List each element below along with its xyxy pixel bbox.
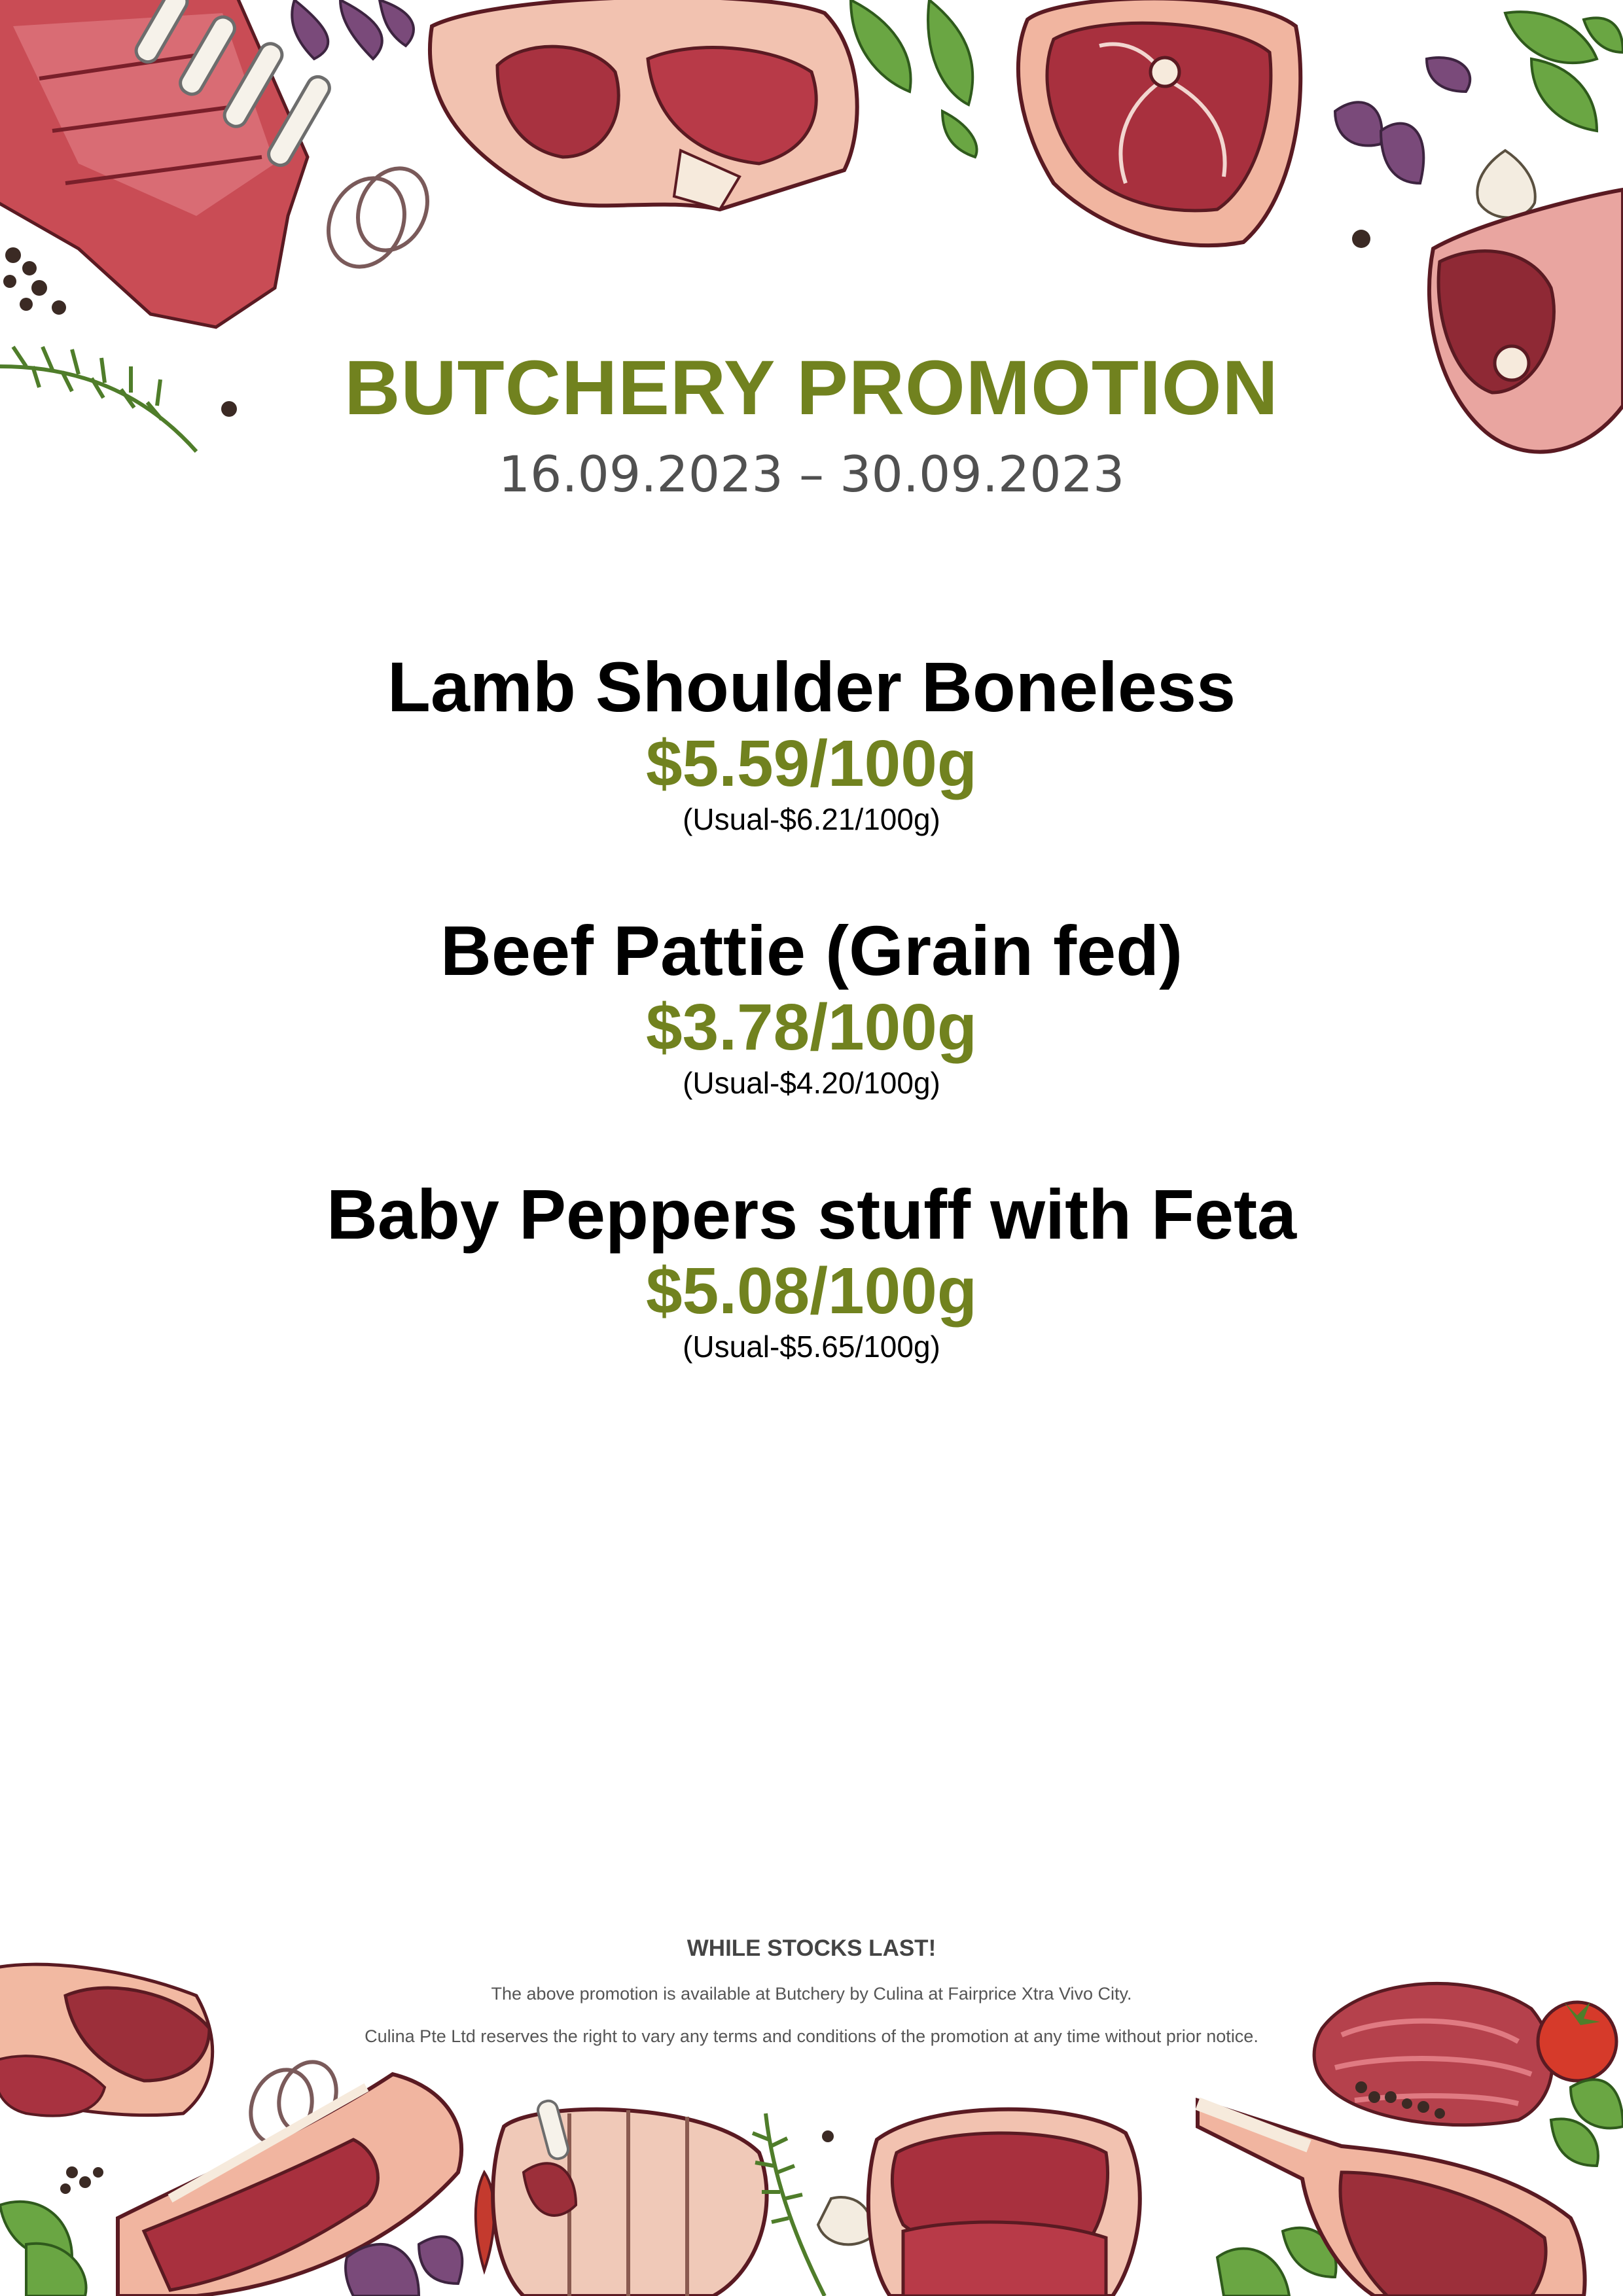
product-price: $3.78/100g xyxy=(646,991,977,1064)
beef-steak-illustration xyxy=(1018,0,1300,245)
peppercorn-illustration xyxy=(1352,230,1370,248)
lamb-chop-illustration xyxy=(430,0,857,209)
garlic-illustration xyxy=(1477,150,1535,218)
product-usual-price: (Usual-$5.65/100g) xyxy=(683,1330,940,1364)
herb-illustration xyxy=(1505,12,1623,131)
herb-illustration xyxy=(0,2202,86,2296)
product-price: $5.08/100g xyxy=(646,1254,977,1328)
promotion-dates: 16.09.2023 – 30.09.2023 xyxy=(498,445,1125,503)
garlic-illustration xyxy=(818,2197,872,2244)
product-item xyxy=(0,1175,1623,1365)
basil-illustration xyxy=(292,0,414,59)
rolled-roast-illustration xyxy=(493,2099,766,2296)
lamb-rack-illustration xyxy=(0,0,333,327)
availability-note: The above promotion is available at Butchery by Culina at Fairprice Xtra Vivo City. xyxy=(491,1984,1132,2004)
herb-illustration xyxy=(1551,2079,1623,2166)
product-item xyxy=(0,648,1623,838)
promotion-title: BUTCHERY PROMOTION xyxy=(344,345,1279,431)
product-name: Beef Pattie (Grain fed) xyxy=(440,911,1183,990)
product-name: Lamb Shoulder Boneless xyxy=(387,647,1236,726)
product-item xyxy=(0,911,1623,1101)
product-price: $5.59/100g xyxy=(646,727,977,800)
product-name: Baby Peppers stuff with Feta xyxy=(326,1174,1297,1254)
minced-meat-illustration xyxy=(1314,1983,1552,2125)
product-usual-price: (Usual-$4.20/100g) xyxy=(683,1066,940,1100)
product-usual-price: (Usual-$6.21/100g) xyxy=(683,802,940,836)
beef-steak-illustration xyxy=(868,2110,1140,2296)
onion-ring-illustration xyxy=(315,157,440,279)
herb-illustration xyxy=(851,0,977,157)
bottom-decoration xyxy=(0,1956,1623,2296)
terms-note: Culina Pte Ltd reserves the right to vary any terms and conditions of the promotion at any time without prior notice. xyxy=(365,2026,1258,2046)
while-stocks-last: WHILE STOCKS LAST! xyxy=(687,1935,936,1961)
basil-illustration xyxy=(1335,58,1470,183)
herb-illustration xyxy=(1217,2228,1336,2296)
